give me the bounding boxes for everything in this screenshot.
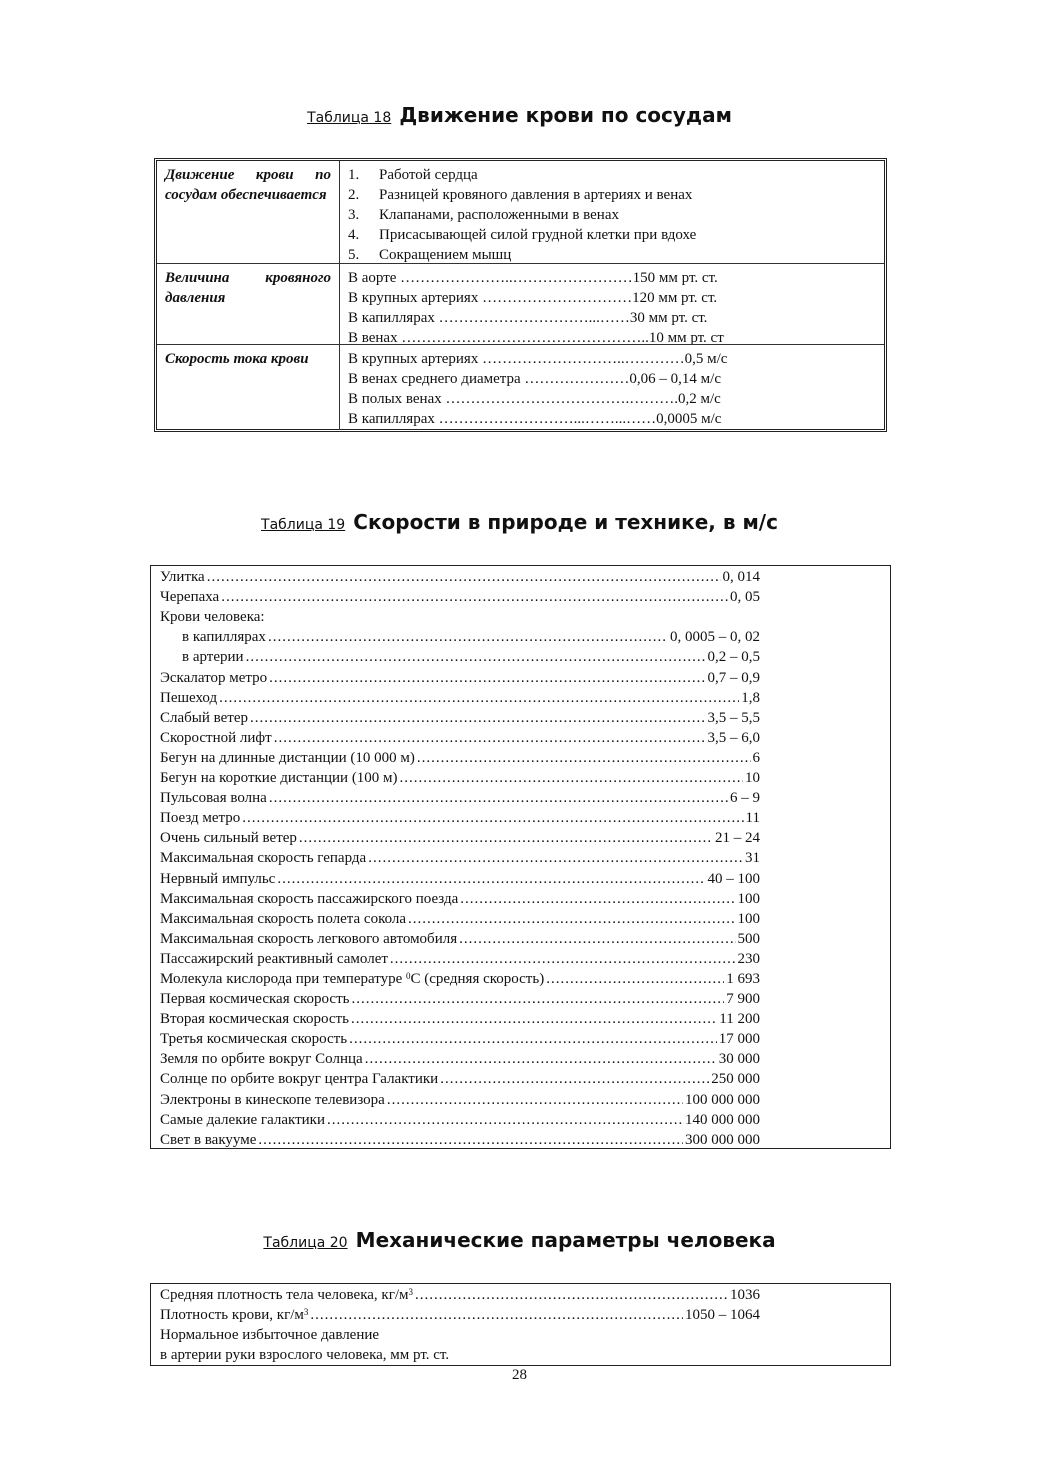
speed-value: 0,7 – 0,9: [707, 669, 760, 686]
speed-label: Бегун на длинные дистанции (10 000 м): [160, 749, 415, 766]
table-19-title: Скорости в природе и технике, в м/с: [353, 510, 778, 534]
leader-dots: [387, 1090, 683, 1110]
speed-value: 300 000 000: [685, 1131, 760, 1148]
leader-dots: [546, 969, 724, 989]
leader-dots: [246, 647, 706, 667]
leader-dots: [299, 828, 713, 848]
speed-label: Слабый ветер: [160, 709, 249, 726]
speed-row: [160, 728, 760, 748]
page-number: 28: [512, 1367, 527, 1383]
list-item: 1. Работой сердца: [348, 167, 478, 183]
speed-row: [160, 889, 760, 909]
parameter-row: [160, 1305, 760, 1325]
speed-value: 6 – 9: [730, 790, 760, 807]
speed-value: 100: [737, 890, 760, 907]
table-20-title: Механические параметры человека: [355, 1228, 776, 1252]
parameter-label: Средняя плотность тела человека, $кг/м^3$: [160, 1287, 414, 1304]
row-items: [348, 268, 724, 348]
speed-label: Вторая космическая скорость: [160, 1011, 349, 1028]
speed-label: Максимальная скорость полета сокола: [160, 910, 407, 927]
speed-label: Максимальная скорость легкового автомобиля: [160, 930, 458, 947]
speed-row: [160, 1029, 760, 1049]
speed-row: [160, 587, 760, 607]
speed-value: 100 000 000: [685, 1091, 760, 1108]
speed-label: Эскалатор метро: [160, 669, 268, 686]
parameter-row: [160, 1285, 760, 1305]
speed-value: 30 000: [718, 1051, 760, 1068]
list-item: 3. Клапанами, расположенными в венах: [348, 207, 619, 223]
list-item: В аорте …………………..……………………150 мм рт. ст.: [348, 270, 718, 286]
speed-row: [160, 868, 760, 888]
parameter-label: Нормальное избыточное давление: [160, 1327, 380, 1344]
speed-label: в капиллярах: [182, 629, 266, 646]
list-item: 4. Присасывающей силой грудной клетки при вдохе: [348, 227, 697, 243]
list-item: В крупных артериях ………………………..…………0,5 м/с: [348, 351, 728, 367]
list-item: 2. Разницей кровяного давления в артериях и венах: [348, 187, 693, 203]
leader-dots: [258, 1130, 683, 1150]
list-item: В венах среднего диаметра …………………0,06 – 0,14 м/с: [348, 371, 721, 387]
column-divider: [339, 161, 340, 263]
speed-row: [160, 949, 760, 969]
speed-row: [160, 989, 760, 1009]
leader-dots: [351, 1009, 717, 1029]
speed-label: Свет в вакууме: [160, 1131, 257, 1148]
speed-label: Черепаха: [160, 589, 220, 606]
speed-row: [160, 788, 760, 808]
speed-value: 3,5 – 5,5: [707, 709, 760, 726]
leader-dots: [219, 688, 739, 708]
speed-value: 0, 0005 – 0, 02: [670, 629, 760, 646]
speed-row: [160, 1110, 760, 1130]
speed-label: Улитка: [160, 569, 205, 586]
leader-dots: [390, 949, 736, 969]
speed-row: [160, 1069, 760, 1089]
speed-value: 7 900: [726, 991, 760, 1008]
parameter-row: [160, 1345, 760, 1365]
speed-row: [160, 627, 760, 647]
leader-dots: [349, 1029, 717, 1049]
speed-row: [160, 929, 760, 949]
list-item: В венах …………………………………………..10 мм рт. ст: [348, 330, 724, 346]
speed-value: 40 – 100: [707, 870, 760, 887]
leader-dots: [415, 1285, 728, 1305]
speed-value: 230: [737, 950, 760, 967]
speed-label: Электроны в кинескопе телевизора: [160, 1091, 385, 1108]
leader-dots: [400, 768, 743, 788]
speed-value: 0,2 – 0,5: [707, 649, 760, 666]
speed-value: 1,8: [741, 689, 760, 706]
list-item: 5. Сокращением мышц: [348, 247, 512, 263]
row-items: [348, 165, 696, 265]
speed-value: 250 000: [711, 1071, 760, 1088]
leader-dots: [408, 909, 735, 929]
speed-label: Очень сильный ветер: [160, 830, 297, 847]
table-20: [150, 1283, 891, 1366]
speed-value: 500: [737, 930, 760, 947]
speed-label: Максимальная скорость гепарда: [160, 850, 367, 867]
table-19-caption: [0, 510, 1039, 534]
speed-row: [160, 667, 760, 687]
speed-value: 1 693: [726, 970, 760, 987]
speed-row: [160, 969, 760, 989]
speed-label: Солнце по орбите вокруг центра Галактики: [160, 1071, 439, 1088]
speed-row: [160, 567, 760, 587]
list-item: В полых венах ……………………………….……….0,2 м/с: [348, 391, 721, 407]
speed-value: 100: [737, 910, 760, 927]
table-18-row: [157, 263, 884, 345]
parameter-label: в артерии руки взрослого человека, мм рт. ст.: [160, 1347, 450, 1364]
speed-label: Первая космическая скорость: [160, 991, 350, 1008]
list-item: В капиллярах …………………………...……30 мм рт. ст.: [348, 310, 708, 326]
row-heading: Величина кровяного давления: [165, 270, 331, 306]
leader-dots: [277, 869, 705, 889]
speed-row: [160, 1089, 760, 1109]
speed-label: в артерии: [182, 649, 244, 666]
table-18-title: Движение крови по сосудам: [399, 103, 732, 127]
list-item: В капиллярах ………………………...……...……0,0005 м/с: [348, 411, 722, 427]
table-19-label: Таблица 19: [261, 517, 346, 533]
speed-row: [160, 708, 760, 728]
leader-dots: [268, 627, 668, 647]
speed-label: Пульсовая волна: [160, 790, 267, 807]
leader-dots: [351, 989, 724, 1009]
speed-row: [160, 848, 760, 868]
parameter-label: Плотность крови, $кг/м^3$: [160, 1307, 309, 1324]
speed-value: 140 000 000: [685, 1111, 760, 1128]
speed-label: Нервный импульс: [160, 870, 276, 887]
row-heading: Скорость тока крови: [165, 351, 309, 367]
parameter-value: 1050 – 1064: [685, 1307, 760, 1324]
leader-dots: [368, 848, 743, 868]
leader-dots: [365, 1049, 717, 1069]
table-18-caption: [0, 103, 1039, 127]
speed-label: Третья космическая скорость: [160, 1031, 348, 1048]
parameter-row: [160, 1325, 760, 1345]
leader-dots: [460, 889, 735, 909]
parameter-value: 1036: [730, 1287, 760, 1304]
speed-label: Скоростной лифт: [160, 729, 272, 746]
leader-dots: [440, 1069, 709, 1089]
speed-label: Пассажирский реактивный самолет: [160, 950, 388, 967]
column-divider: [339, 264, 340, 345]
speed-label: Самые далекие галактики: [160, 1111, 325, 1128]
speed-row: [160, 1049, 760, 1069]
table-20-caption: [0, 1228, 1039, 1252]
speed-row: [160, 828, 760, 848]
speed-row: [160, 1130, 760, 1150]
speed-row: [160, 688, 760, 708]
speed-value: 3,5 – 6,0: [707, 729, 760, 746]
speed-value: 31: [745, 850, 760, 867]
speed-label: Бегун на короткие дистанции (100 м): [160, 770, 398, 787]
table-18-row: [157, 161, 884, 263]
speed-value: 6: [752, 749, 760, 766]
speed-label: Молекула кислорода при температуре $^0$С (средняя скорость): [160, 970, 545, 987]
leader-dots: [310, 1305, 683, 1325]
leader-dots: [417, 748, 751, 768]
leader-dots: [250, 708, 705, 728]
speed-value: 21 – 24: [715, 830, 760, 847]
speed-row: [160, 748, 760, 768]
speed-label: Максимальная скорость пассажирского поезда: [160, 890, 459, 907]
table-18-row: [157, 344, 884, 430]
speed-row: [160, 808, 760, 828]
row-heading: Движение крови по сосудам обеспечивается: [165, 167, 331, 203]
leader-dots: [242, 808, 743, 828]
table-19: [150, 565, 891, 1149]
row-items: [348, 349, 727, 429]
speed-value: 11 200: [719, 1011, 760, 1028]
leader-dots: [327, 1110, 683, 1130]
speed-label: Крови человека:: [160, 609, 265, 626]
table-18: [154, 158, 887, 432]
speed-row: [160, 647, 760, 667]
leader-dots: [221, 587, 728, 607]
speed-value: 0, 05: [730, 589, 760, 606]
speed-value: 10: [745, 770, 760, 787]
speed-label: Поезд метро: [160, 810, 241, 827]
speed-label: Пешеход: [160, 689, 218, 706]
parameter-list: [160, 1285, 760, 1365]
table-18-label: Таблица 18: [307, 110, 392, 126]
speed-value: 11: [745, 810, 760, 827]
speed-list: [160, 567, 760, 1150]
leader-dots: [207, 567, 721, 587]
leader-dots: [459, 929, 735, 949]
speed-row: [160, 768, 760, 788]
leader-dots: [274, 728, 706, 748]
table-20-label: Таблица 20: [263, 1235, 348, 1251]
column-divider: [339, 345, 340, 430]
speed-value: 17 000: [718, 1031, 760, 1048]
speed-row: [160, 1009, 760, 1029]
speed-row: [160, 909, 760, 929]
leader-dots: [269, 788, 728, 808]
leader-dots: [269, 668, 705, 688]
list-item: В крупных артериях …………………………120 мм рт. ст.: [348, 290, 718, 306]
speed-value: 0, 014: [722, 569, 760, 586]
speed-row: [160, 607, 760, 627]
speed-label: Земля по орбите вокруг Солнца: [160, 1051, 363, 1068]
